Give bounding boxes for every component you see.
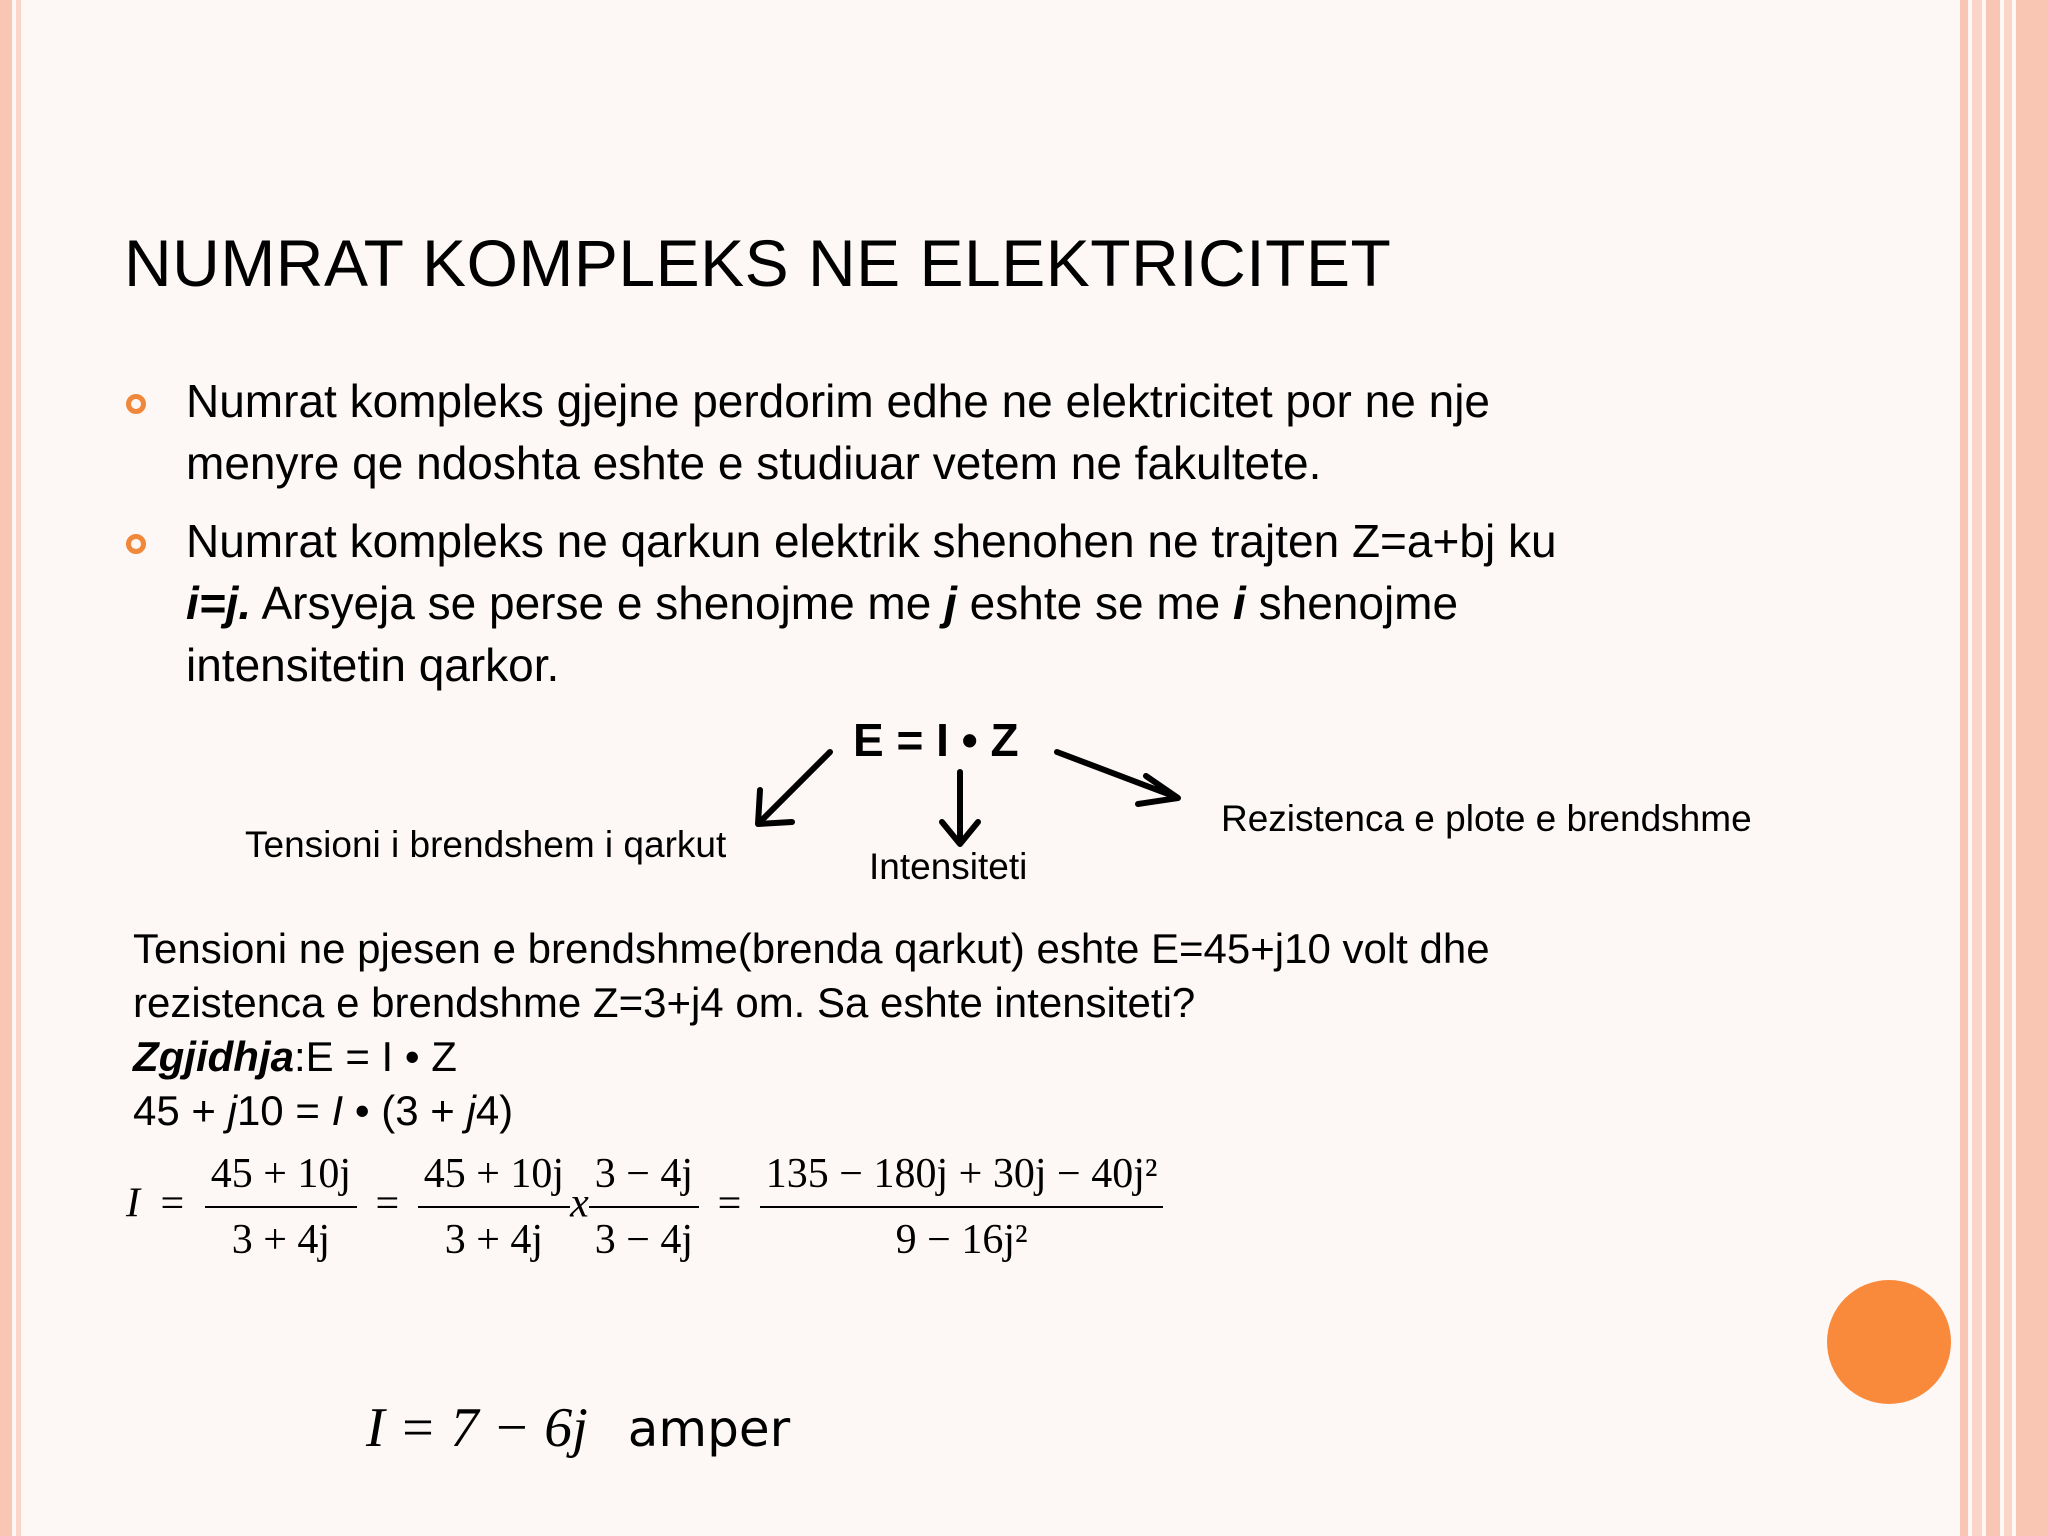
result-unit: amper — [627, 1400, 791, 1458]
left-border-bar-outer — [0, 0, 12, 1536]
fraction-3: $\frac{3 - 4j}{3 - 4j}$ — [589, 1150, 699, 1264]
solution-line: Zgjidhja:E = I • Z — [133, 1033, 457, 1080]
bullet-1-line-1: Numrat kompleks gjejne perdorim edhe ne elektricitet por ne nje — [186, 375, 1490, 427]
i-equals-j: i=j. — [186, 577, 252, 629]
right-border-bar-5 — [2016, 0, 2048, 1536]
label-resistance: Rezistenca e plote e brendshme — [1221, 798, 1752, 839]
label-intensity: Intensiteti — [869, 846, 1028, 887]
slide-title: NUMRAT KOMPLEKS NE ELEKTRICITET — [124, 226, 1392, 300]
bullet-2-line-3: intensitetin qarkor. — [186, 639, 560, 691]
bullet-item-2 — [186, 510, 1766, 696]
bullet-2-line-2: i=j. Arsyeja se perse e shenojme me j eshte se me i shenojme — [186, 577, 1459, 629]
arrow-down-left-icon — [758, 752, 830, 824]
right-border-bar-1 — [1960, 0, 1968, 1536]
fraction-equation: I = $\frac{45 + 10j}{3 + 4j}$ = $\frac{45 + 10j}{3 + 4j}$ x $\frac{3 - 4j}{3 - 4j}$ = $\frac{\text{135 − 180j + 30j − 40j²}}{\text{9 − 16j²}}$ — [126, 1150, 1163, 1264]
problem-text — [133, 922, 1733, 1138]
orange-circle-decoration — [1827, 1280, 1951, 1404]
right-border-bar-4 — [2004, 0, 2012, 1536]
arrow-down-icon — [942, 772, 978, 844]
problem-line-2: rezistenca e brendshme Z=3+j4 om. Sa eshte intensiteti? — [133, 979, 1196, 1026]
result-equation — [366, 1396, 790, 1460]
left-border-bar-inner — [16, 0, 21, 1536]
solution-label: Zgjidhja — [133, 1033, 294, 1080]
label-tension: Tensioni i brendshem i qarkut — [245, 824, 727, 865]
formula-e-equals-iz: E = I • Z — [853, 714, 1019, 766]
equation-line: 45 + j10 = I • (3 + j4) — [133, 1087, 514, 1134]
fraction-2: $\frac{45 + 10j}{3 + 4j}$ — [418, 1150, 570, 1264]
fraction-1: $\frac{45 + 10j}{3 + 4j}$ — [205, 1150, 357, 1264]
arrow-right-icon — [1057, 752, 1178, 804]
bullet-2-line-1: Numrat kompleks ne qarkun elektrik shenohen ne trajten Z=a+bj ku — [186, 515, 1557, 567]
bullet-item-1 — [186, 370, 1766, 494]
bullet-icon — [126, 394, 146, 414]
bullet-1-line-2: menyre qe ndoshta eshte e studiuar vetem ne fakultete. — [186, 437, 1322, 489]
right-border-bar-3 — [1986, 0, 2000, 1536]
right-border-bar-2 — [1972, 0, 1982, 1536]
bullet-icon — [126, 534, 146, 554]
fraction-4: $\frac{\text{135 − 180j + 30j − 40j²}}{\text{9 − 16j²}}$ — [760, 1150, 1164, 1264]
result-value: I = 7 − 6j — [366, 1397, 588, 1459]
problem-line-1: Tensioni ne pjesen e brendshme(brenda qarkut) eshte E=45+j10 volt dhe — [133, 925, 1490, 972]
